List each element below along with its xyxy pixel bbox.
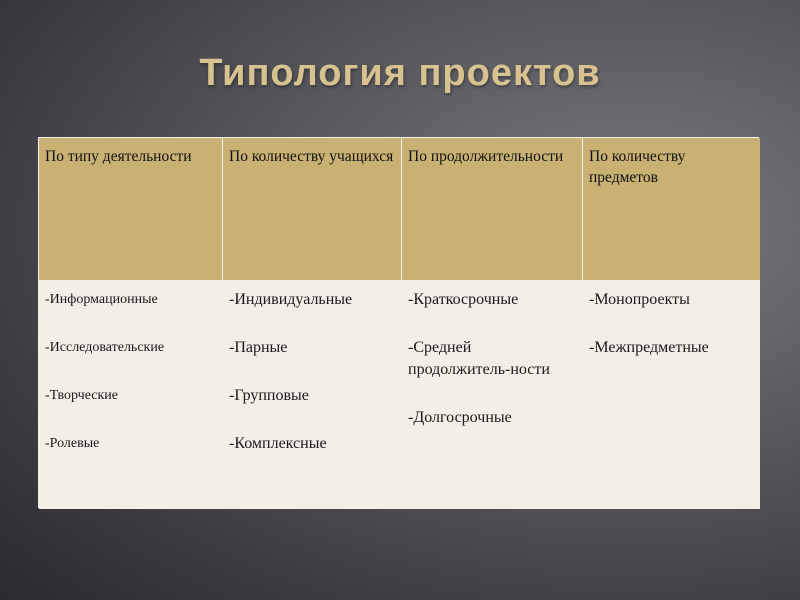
- column-activity-type: [39, 281, 223, 509]
- list-item: -Долгосрочные: [408, 409, 512, 426]
- list-item: -Комплексные: [229, 435, 327, 452]
- header-activity-type: По типу деятельности: [39, 138, 223, 281]
- list-item: -Ролевые: [45, 436, 100, 451]
- list-item: -Межпредметные: [589, 339, 709, 356]
- typology-table: [38, 137, 759, 508]
- column-duration: [402, 281, 583, 509]
- header-student-count: По количеству учащихся: [223, 138, 402, 281]
- list-item: -Групповые: [229, 387, 309, 404]
- list-item: -Краткосрочные: [408, 291, 519, 308]
- header-duration: По продолжительности: [402, 138, 583, 281]
- list-item: -Монопроекты: [589, 291, 690, 308]
- list-item: -Исследовательские: [45, 340, 165, 355]
- slide-title: Типология проектов: [199, 52, 601, 94]
- list-item: -Средней продолжитель-ности: [408, 339, 550, 378]
- column-subject-count: [583, 281, 760, 509]
- list-item: -Индивидуальные: [229, 291, 353, 308]
- list-item: -Парные: [229, 339, 288, 356]
- list-item: -Творческие: [45, 388, 119, 403]
- list-item: -Информационные: [45, 292, 158, 307]
- column-student-count: [223, 281, 402, 509]
- header-subject-count: По количеству предметов: [583, 138, 760, 281]
